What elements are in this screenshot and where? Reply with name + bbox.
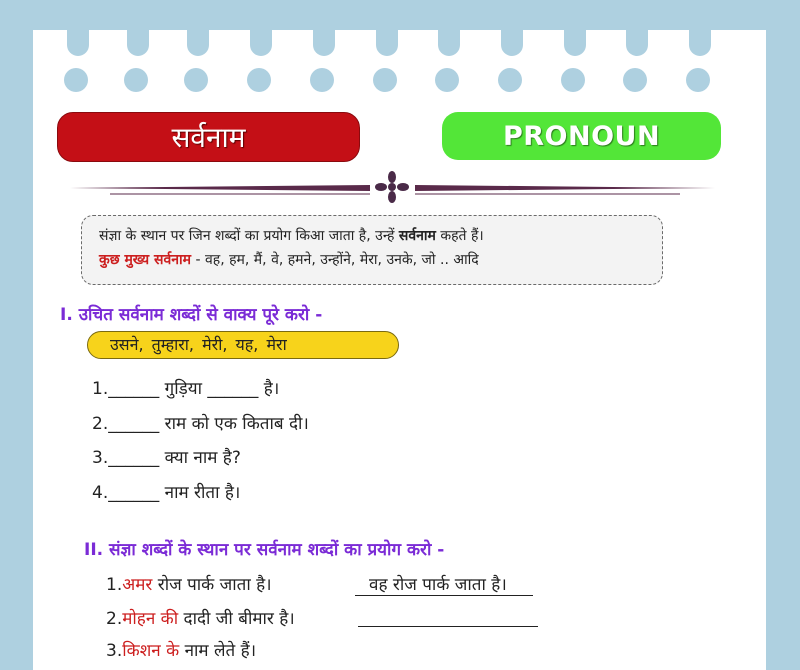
title-english: PRONOUN bbox=[502, 120, 661, 152]
s1-question-1: 1.______ गुड़िया ______ है। bbox=[92, 379, 280, 399]
section-1-heading: I. उचित सर्वनाम शब्दों से वाक्य पूरे करो - bbox=[60, 305, 323, 325]
noun-highlight: अमर bbox=[122, 575, 153, 595]
answer-blank[interactable]: ______ bbox=[108, 414, 160, 434]
word-bank: उसने, तुम्हारा, मेरी, यह, मेरा bbox=[87, 331, 399, 359]
s1-question-4: 4.______ नाम रीता है। bbox=[92, 483, 241, 503]
ornament-divider bbox=[70, 170, 715, 204]
title-hindi: सर्वनाम bbox=[171, 121, 246, 154]
flourish-icon bbox=[375, 171, 409, 203]
main-pronouns-label: कुछ मुख्य सर्वनाम bbox=[99, 252, 192, 268]
definition-line-1: संज्ञा के स्थान पर जिन शब्दों का प्रयोग किआ जाता है, उन्हें सर्वनाम कहते हैं। bbox=[99, 228, 484, 244]
s1-question-2: 2.______ राम को एक किताब दी। bbox=[92, 414, 309, 434]
answer-blank[interactable]: ______ bbox=[108, 379, 160, 399]
section-2-heading: II. संज्ञा शब्दों के स्थान पर सर्वनाम शब्दों का प्रयोग करो - bbox=[84, 540, 445, 560]
noun-highlight: मोहन की bbox=[122, 609, 179, 629]
s2-question-1: 1.अमर रोज पार्क जाता है। bbox=[106, 575, 272, 595]
title-hindi-banner bbox=[57, 112, 360, 162]
answer-blank[interactable]: ______ bbox=[108, 483, 160, 503]
definition-line-2 bbox=[99, 248, 648, 272]
s2-answer-1[interactable]: वह रोज पार्क जाता है। bbox=[355, 572, 533, 596]
definition-keyword: सर्वनाम bbox=[398, 228, 436, 244]
noun-highlight: किशन के bbox=[122, 641, 180, 661]
paper-punch-holes bbox=[0, 0, 800, 100]
s2-answer-2[interactable] bbox=[358, 606, 538, 627]
answer-blank[interactable]: ______ bbox=[108, 448, 160, 468]
main-pronouns-list: - वह, हम, मैं, वे, हमने, उन्होंने, मेरा, उनके, जो .. आदि bbox=[195, 252, 479, 268]
answer-blank[interactable]: ______ bbox=[207, 379, 259, 399]
title-english-banner bbox=[442, 112, 721, 160]
s2-question-3: 3.किशन के नाम लेते हैं। bbox=[106, 641, 257, 661]
s1-question-3: 3.______ क्या नाम है? bbox=[92, 448, 241, 468]
s2-question-2: 2.मोहन की दादी जी बीमार है। bbox=[106, 609, 295, 629]
definition-box bbox=[81, 215, 663, 285]
